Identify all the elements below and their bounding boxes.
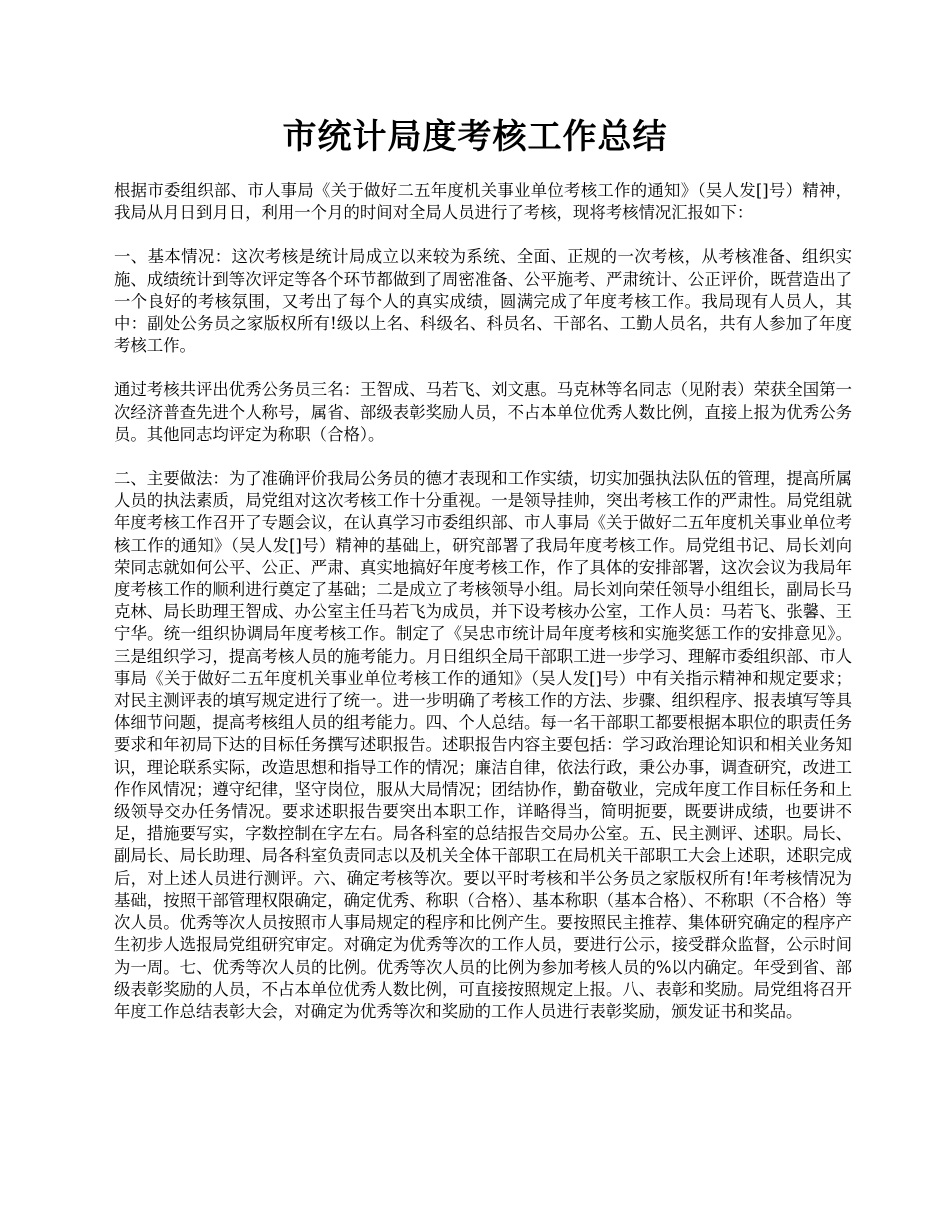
document-body <box>114 180 852 1045</box>
intro-paragraph: 根据市委组织部、市人事局《关于做好二五年度机关事业单位考核工作的通知》（吴人发[]号）精神，我局从月日到月日，利用一个月的时间对全局人员进行了考核，现将考核情况汇报如下： <box>114 181 852 223</box>
main-practices-paragraph: 二、主要做法：为了准确评价我局公务员的德才表现和工作实绩，切实加强执法队伍的管理，提高所属人员的执法素质，局党组对这次考核工作十分重视。一是领导挂帅，突出考核工作的严肃性。局党组就年度考核工作召开了专题会议，在认真学习市委组织部、市人事局《关于做好二五年度机关事业单位考核工作的通知》（吴人发[]号）精神的基础上，研究部署了我局年度考核工作。局党组书记、局长刘向荣同志就如何公平、公正、严肃、真实地搞好年度考核工作，作了具体的安排部署，这次会议为我局年度考核工作的顺利进行奠定了基础；二是成立了考核领导小组。局长刘向荣任领导小组组长，副局长马克林、局长助理王智成、办公室主任马若飞为成员，并下设考核办公室，工作人员：马若飞、张馨、王宁华。统一组织协调局年度考核工作。制定了《吴忠市统计局年度考核和实施奖惩工作的安排意见》。三是组织学习，提高考核人员的施考能力。月日组织全局干部职工进一步学习、理解市委组织部、市人事局《关于做好二五年度机关事业单位考核工作的通知》（吴人发[]号）中有关指示精神和规定要求；对民主测评表的填写规定进行了统一。进一步明确了考核工作的方法、步骤、组织程序、报表填写等具体细节问题，提高考核组人员的组考能力。四、个人总结。每一名干部职工都要根据本职位的职责任务要求和年初局下达的目标任务撰写述职报告。述职报告内容主要包括：学习政治理论知识和相关业务知识，理论联系实际，改造思想和指导工作的情况；廉洁自律，依法行政，秉公办事，调查研究，改进工作作风情况；遵守纪律，坚守岗位，服从大局情况；团结协作，勤奋敬业，完成年度工作目标任务和上级领导交办任务情况。要求述职报告要突出本职工作，详略得当，简明扼要，既要讲成绩，也要讲不足，措施要写实，字数控制在字左右。局各科室的总结报告交局办公室。五、民主测评、述职。局长、副局长、局长助理、局各科室负责同志以及机关全体干部职工在局机关干部职工大会上述职，述职完成后，对上述人员进行测评。六、确定考核等次。要以平时考核和半公务员之家版权所有!年考核情况为基础，按照干部管理权限确定，确定优秀、称职（合格）、基本称职（基本合格）、不称职（不合格）等次人员。优秀等次人员按照市人事局规定的程序和比例产生。要按照民主推荐、集体研究确定的程序产生初步人选报局党组研究审定。对确定为优秀等次的工作人员，要进行公示，接受群众监督，公示时间为一周。七、优秀等次人员的比例。优秀等次人员的比例为参加考核人员的%以内确定。年受到省、部级表彰奖励的人员，不占本单位优秀人数比例，可直接按照规定上报。八、表彰和奖励。局党组将召开年度工作总结表彰大会，对确定为优秀等次和奖励的工作人员进行表彰奖励，颁发证书和奖品。 <box>114 469 852 1021</box>
basic-situation-paragraph: 一、基本情况：这次考核是统计局成立以来较为系统、全面、正规的一次考核，从考核准备、组织实施、成绩统计到等次评定等各个环节都做到了周密准备、公平施考、严肃统计、公正评价，既营造出了一个良好的考核氛围，又考出了每个人的真实成绩，圆满完成了年度考核工作。我局现有人员人，其中：副处公务员之家版权所有!级以上名、科级名、科员名、干部名、工勤人员名，共有人参加了年度考核工作。 <box>114 247 852 356</box>
document-title: 市统计局度考核工作总结 <box>282 117 668 157</box>
evaluation-results-paragraph: 通过考核共评出优秀公务员三名：王智成、马若飞、刘文惠。马克林等名同志（见附表）荣获全国第一次经济普查先进个人称号，属省、部级表彰奖励人员，不占本单位优秀人数比例，直接上报为优秀公务员。其他同志均评定为称职（合格）。 <box>114 380 852 444</box>
